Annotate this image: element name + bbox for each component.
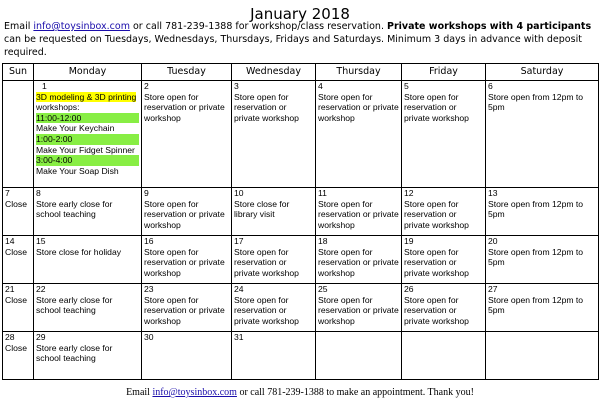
- workshop-headline-highlight: 3D modeling & 3D printing: [36, 91, 137, 102]
- week-row-4: [3, 284, 599, 332]
- day-cell-7[interactable]: [3, 188, 34, 236]
- day-cell-3[interactable]: [232, 81, 316, 188]
- day-number: 10: [234, 188, 244, 198]
- header-sun: Sun: [3, 64, 34, 81]
- day-cell-19[interactable]: [402, 236, 486, 284]
- day-note: Store open for reservation or private workshop: [318, 294, 399, 326]
- day-cell-empty: [486, 332, 599, 380]
- workshop-slot-time: 11:00-12:00: [36, 113, 139, 124]
- day-cell-6[interactable]: [486, 81, 599, 188]
- day-cell-empty: [3, 81, 34, 188]
- day-number: 9: [144, 188, 149, 198]
- day-note: Store open for reservation or private workshop: [234, 246, 299, 278]
- workshop-headline-suffix: workshops:: [36, 102, 80, 113]
- day-number: 3: [234, 81, 239, 91]
- day-cell-24[interactable]: [232, 284, 316, 332]
- header-thursday: Thursday: [316, 64, 402, 81]
- day-number: 27: [488, 284, 498, 294]
- day-number: 6: [488, 81, 493, 91]
- day-cell-16[interactable]: [142, 236, 232, 284]
- day-number: 29: [36, 332, 46, 342]
- day-cell-23[interactable]: [142, 284, 232, 332]
- day-cell-25[interactable]: [316, 284, 402, 332]
- day-note: Store open for reservation or private workshop: [234, 294, 299, 326]
- day-cell-17[interactable]: [232, 236, 316, 284]
- day-number: 15: [36, 236, 46, 246]
- day-number: 16: [144, 236, 154, 246]
- day-number: 18: [318, 236, 328, 246]
- workshop-slot-name: Make Your Soap Dish: [36, 165, 119, 176]
- day-cell-2[interactable]: [142, 81, 232, 188]
- day-note: Store open for reservation or private workshop: [404, 294, 469, 326]
- day-number: 21: [5, 284, 15, 294]
- day-cell-9[interactable]: [142, 188, 232, 236]
- info-text-2: can be requested on Tuesdays, Wednesdays, Thursdays, Fridays and Saturdays. Minimum 3 days in advance with deposit required.: [4, 33, 582, 58]
- day-note: Store open for reservation or private workshop: [404, 91, 469, 123]
- day-cell-18[interactable]: [316, 236, 402, 284]
- header-row: [3, 64, 599, 81]
- day-note: Store open for reservation or private workshop: [234, 91, 299, 123]
- day-cell-28[interactable]: [3, 332, 34, 380]
- info-paragraph: [4, 21, 596, 59]
- day-cell-20[interactable]: [486, 236, 599, 284]
- day-cell-26[interactable]: [402, 284, 486, 332]
- day-note: Store open for reservation or private workshop: [318, 91, 399, 123]
- day-number: 4: [318, 81, 323, 91]
- day-number: 5: [404, 81, 409, 91]
- day-number: 14: [5, 236, 15, 246]
- day-number: 22: [36, 284, 46, 294]
- header-monday: Monday: [34, 64, 142, 81]
- day-number: 30: [144, 332, 154, 342]
- day-cell-12[interactable]: [402, 188, 486, 236]
- day-note: Store early close for school teaching: [36, 294, 113, 316]
- day-cell-4[interactable]: [316, 81, 402, 188]
- day-number: 13: [488, 188, 498, 198]
- week-row-5: [3, 332, 599, 380]
- header-tuesday: Tuesday: [142, 64, 232, 81]
- day-note: Store open for reservation or private workshop: [144, 294, 225, 326]
- day-cell-29[interactable]: [34, 332, 142, 380]
- day-number: 7: [5, 188, 10, 198]
- calendar-title: January 2018: [250, 5, 350, 23]
- day-cell-1[interactable]: [34, 81, 142, 188]
- day-number: 2: [144, 81, 149, 91]
- day-number: 28: [5, 332, 15, 342]
- day-note: Store open from 12pm to 5pm: [488, 246, 584, 268]
- day-cell-8[interactable]: [34, 188, 142, 236]
- info-email-link[interactable]: info@toysinbox.com: [33, 21, 130, 32]
- footer-email-link[interactable]: info@toysinbox.com: [152, 387, 237, 398]
- day-number: 23: [144, 284, 154, 294]
- day-note: Store open for reservation or private workshop: [144, 246, 225, 278]
- day-note: Store open for reservation or private workshop: [318, 198, 399, 230]
- day-note: Store early close for school teaching: [36, 198, 113, 220]
- day-number: 25: [318, 284, 328, 294]
- header-friday: Friday: [402, 64, 486, 81]
- footer-note: [0, 387, 600, 398]
- week-row-2: [3, 188, 599, 236]
- day-note: Store open from 12pm to 5pm: [488, 294, 584, 316]
- day-cell-27[interactable]: [486, 284, 599, 332]
- day-number: 20: [488, 236, 498, 246]
- day-note: Close: [5, 294, 27, 305]
- week-row-1: [3, 81, 599, 188]
- calendar-table: [2, 63, 599, 380]
- day-cell-empty: [316, 332, 402, 380]
- header-wednesday: Wednesday: [232, 64, 316, 81]
- day-note: Close: [5, 198, 27, 209]
- workshop-slot-time: 3:00-4:00: [36, 155, 139, 166]
- day-note: Close: [5, 246, 27, 257]
- day-note: Store open for reservation or private workshop: [404, 246, 469, 278]
- day-note: Store close for library visit: [234, 198, 290, 220]
- footer-suffix: or call 781-239-1388 to make an appointment. Thank you!: [236, 387, 474, 398]
- day-number: 12: [404, 188, 414, 198]
- day-cell-11[interactable]: [316, 188, 402, 236]
- info-text-1: or call 781-239-1388 for workshop/class reservation.: [129, 21, 387, 32]
- day-number: 1: [42, 81, 47, 91]
- week-row-3: [3, 236, 599, 284]
- day-note: Store close for holiday: [36, 246, 122, 257]
- day-number: 26: [404, 284, 414, 294]
- day-number: 19: [404, 236, 414, 246]
- day-note: Store open for reservation or private workshop: [404, 198, 469, 230]
- day-number: 8: [36, 188, 41, 198]
- day-cell-30[interactable]: [142, 332, 232, 380]
- day-note: Store open from 12pm to 5pm: [488, 198, 584, 220]
- day-number: 31: [234, 332, 244, 342]
- day-note: Store open for reservation or private workshop: [144, 198, 225, 230]
- workshop-slot-time: 1:00-2:00: [36, 134, 139, 145]
- day-cell-21[interactable]: [3, 284, 34, 332]
- info-email-prefix: Email: [4, 21, 34, 32]
- day-cell-22[interactable]: [34, 284, 142, 332]
- day-note: Close: [5, 342, 27, 353]
- day-cell-31[interactable]: [232, 332, 316, 380]
- day-number: 11: [318, 188, 327, 198]
- day-note: Store early close for school teaching: [36, 342, 113, 364]
- info-bold-text: Private workshops with 4 participants: [387, 21, 592, 32]
- day-cell-10[interactable]: [232, 188, 316, 236]
- day-cell-14[interactable]: [3, 236, 34, 284]
- day-note: Store open for reservation or private workshop: [318, 246, 399, 278]
- day-number: 17: [234, 236, 244, 246]
- day-cell-15[interactable]: [34, 236, 142, 284]
- day-number: 24: [234, 284, 244, 294]
- header-saturday: Saturday: [486, 64, 599, 81]
- day-note: Store open for reservation or private workshop: [144, 91, 225, 123]
- footer-prefix: Email: [126, 387, 153, 398]
- day-note: Store open from 12pm to 5pm: [488, 91, 584, 113]
- workshop-slot-name: Make Your Fidget Spinner: [36, 144, 135, 155]
- day-cell-empty: [402, 332, 486, 380]
- workshop-slot-name: Make Your Keychain: [36, 123, 115, 134]
- day-cell-13[interactable]: [486, 188, 599, 236]
- day-cell-5[interactable]: [402, 81, 486, 188]
- workshop-headline: [36, 92, 139, 113]
